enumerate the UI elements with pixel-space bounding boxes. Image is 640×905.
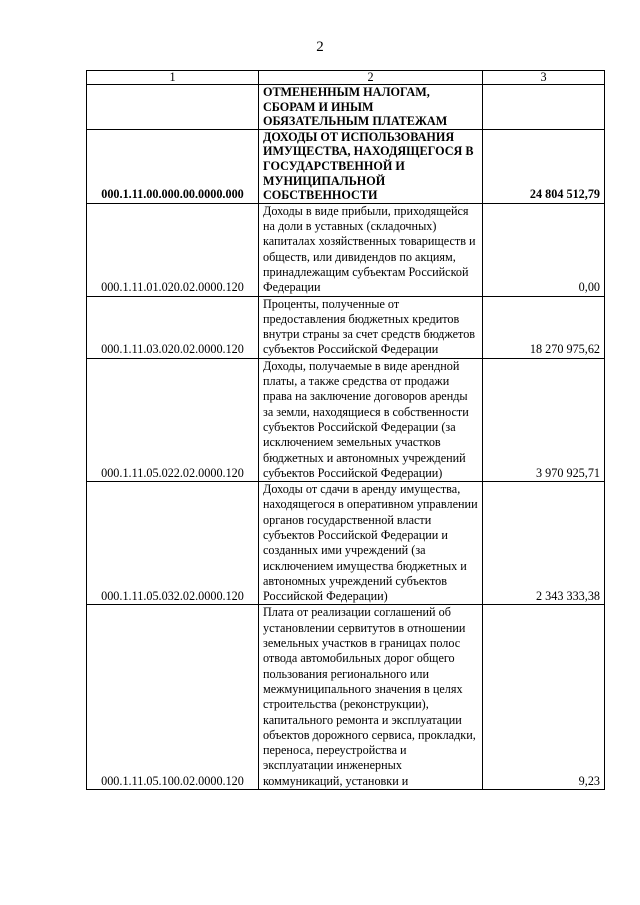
revenue-table [86, 70, 605, 790]
table-row [87, 482, 605, 605]
amount: 24 804 512,79 [483, 129, 605, 203]
amount: 18 270 975,62 [483, 296, 605, 358]
table-row [87, 605, 605, 790]
amount: 2 343 333,38 [483, 482, 605, 605]
table-row [87, 129, 605, 203]
table-row [87, 296, 605, 358]
table-row [87, 203, 605, 296]
revenue-name: Плата от реализации соглашений об установлении сервитутов в отношении земельных участков в границах полос отвода автомобильных дорог общего пользования регионального или межмуниципального значения в целях строительства (реконструкции), капитального ремонта и эксплуатации объектов дорожного сервиса, прокладки, переноса, переустройства и эксплуатации инженерных коммуникаций, установки и [259, 605, 483, 790]
revenue-name: Доходы от сдачи в аренду имущества, находящегося в оперативном управлении органов государственной власти субъектов Российской Федерации и созданных ими учреждений (за исключением имущества бюджетных и автономных учреждений субъектов Российской Федерации) [259, 482, 483, 605]
amount [483, 85, 605, 130]
column-header-1: 1 [87, 71, 259, 85]
amount: 9,23 [483, 605, 605, 790]
budget-code: 000.1.11.00.000.00.0000.000 [87, 129, 259, 203]
revenue-name: ОТМЕНЕННЫМ НАЛОГАМ, СБОРАМ И ИНЫМ ОБЯЗАТЕЛЬНЫМ ПЛАТЕЖАМ [259, 85, 483, 130]
revenue-name: ДОХОДЫ ОТ ИСПОЛЬЗОВАНИЯ ИМУЩЕСТВА, НАХОДЯЩЕГОСЯ В ГОСУДАРСТВЕННОЙ И МУНИЦИПАЛЬНОЙ СОБСТВЕННОСТИ [259, 129, 483, 203]
table-header-row [87, 71, 605, 85]
revenue-name: Проценты, полученные от предоставления бюджетных кредитов внутри страны за счет средств бюджетов субъектов Российской Федерации [259, 296, 483, 358]
budget-code: 000.1.11.05.032.02.0000.120 [87, 482, 259, 605]
revenue-name: Доходы в виде прибыли, приходящейся на доли в уставных (складочных) капиталах хозяйственных товариществ и обществ, или дивидендов по акциям, принадлежащим субъектам Российской Федерации [259, 203, 483, 296]
amount: 0,00 [483, 203, 605, 296]
budget-code: 000.1.11.05.022.02.0000.120 [87, 358, 259, 481]
table-row [87, 85, 605, 130]
budget-code: 000.1.11.05.100.02.0000.120 [87, 605, 259, 790]
table-row [87, 358, 605, 481]
column-header-2: 2 [259, 71, 483, 85]
budget-code: 000.1.11.01.020.02.0000.120 [87, 203, 259, 296]
budget-code [87, 85, 259, 130]
amount: 3 970 925,71 [483, 358, 605, 481]
page-number: 2 [316, 39, 324, 55]
revenue-name: Доходы, получаемые в виде арендной платы, а также средства от продажи права на заключение договоров аренды за земли, находящиеся в собственности субъектов Российской Федерации (за исключением земельных участков бюджетных и автономных учреждений субъектов Российской Федерации) [259, 358, 483, 481]
column-header-3: 3 [483, 71, 605, 85]
budget-code: 000.1.11.03.020.02.0000.120 [87, 296, 259, 358]
